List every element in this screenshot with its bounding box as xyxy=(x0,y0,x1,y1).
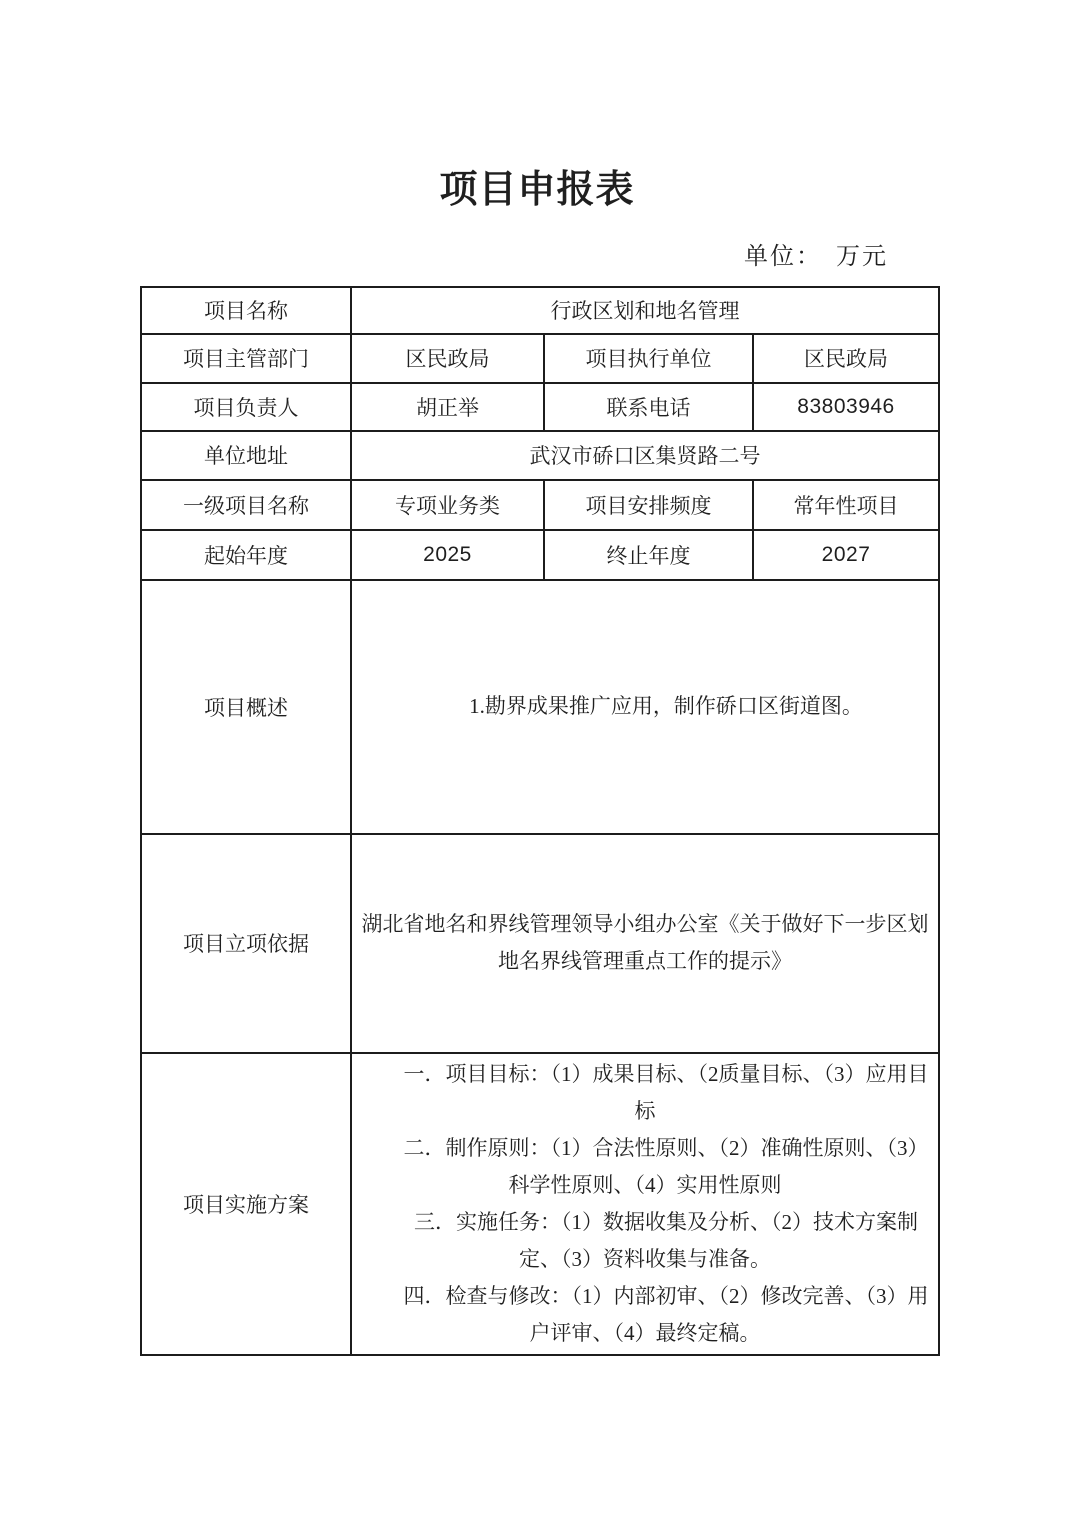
plan-cell xyxy=(351,1053,939,1355)
overview-label: 项目概述 xyxy=(141,580,351,834)
frequency-label: 项目安排频度 xyxy=(544,480,753,530)
table-row-department xyxy=(141,334,939,383)
plan-paragraph: 三．实施任务：（1）数据收集及分析、（2）技术方案制定、（3）资料收集与准备。 xyxy=(414,1209,919,1271)
end-year-label: 终止年度 xyxy=(544,530,753,580)
basis-cell xyxy=(351,834,939,1053)
address-label: 单位地址 xyxy=(141,431,351,480)
start-year-label: 起始年度 xyxy=(141,530,351,580)
address-value: 武汉市硚口区集贤路二号 xyxy=(351,431,939,480)
table-row-level1 xyxy=(141,480,939,530)
phone-value: 83803946 xyxy=(753,383,939,431)
plan-paragraph: 四．检查与修改：（1）内部初审、（2）修改完善、（3）用户评审、（4）最终定稿。 xyxy=(403,1283,929,1345)
start-year-value: 2025 xyxy=(351,530,544,580)
plan-paragraph: 一．项目目标：（1）成果目标、（2质量目标、（3）应用目标 xyxy=(403,1061,929,1123)
basis-value: 湖北省地名和界线管理领导小组办公室《关于做好下一步区划地名界线管理重点工作的提示》 xyxy=(361,912,929,974)
overview-value: 1.勘界成果推广应用，制作硚口区街道图。 xyxy=(469,694,863,719)
table-row-overview xyxy=(141,580,939,834)
dept-value: 区民政局 xyxy=(351,334,544,383)
project-application-table xyxy=(140,286,940,1356)
level1-name-label: 一级项目名称 xyxy=(141,480,351,530)
leader-label: 项目负责人 xyxy=(141,383,351,431)
table-row-address xyxy=(141,431,939,480)
plan-label: 项目实施方案 xyxy=(141,1053,351,1355)
table-row-project-name xyxy=(141,287,939,334)
page-title: 项目申报表 xyxy=(439,169,635,211)
unit-label: 单位： 万元 xyxy=(744,243,888,270)
table-row-leader xyxy=(141,383,939,431)
leader-value: 胡正举 xyxy=(351,383,544,431)
frequency-value: 常年性项目 xyxy=(753,480,939,530)
end-year-value: 2027 xyxy=(753,530,939,580)
table-row-plan xyxy=(141,1053,939,1355)
basis-label: 项目立项依据 xyxy=(141,834,351,1053)
level1-name-value: 专项业务类 xyxy=(351,480,544,530)
overview-cell xyxy=(351,580,939,834)
dept-label: 项目主管部门 xyxy=(141,334,351,383)
table-row-years xyxy=(141,530,939,580)
exec-unit-label: 项目执行单位 xyxy=(544,334,753,383)
project-name-value: 行政区划和地名管理 xyxy=(351,287,939,334)
table-row-basis xyxy=(141,834,939,1053)
plan-paragraph: 二．制作原则：（1）合法性原则、（2）准确性原则、（3）科学性原则、（4）实用性原则 xyxy=(403,1135,929,1197)
phone-label: 联系电话 xyxy=(544,383,753,431)
project-name-label: 项目名称 xyxy=(141,287,351,334)
exec-unit-value: 区民政局 xyxy=(753,334,939,383)
